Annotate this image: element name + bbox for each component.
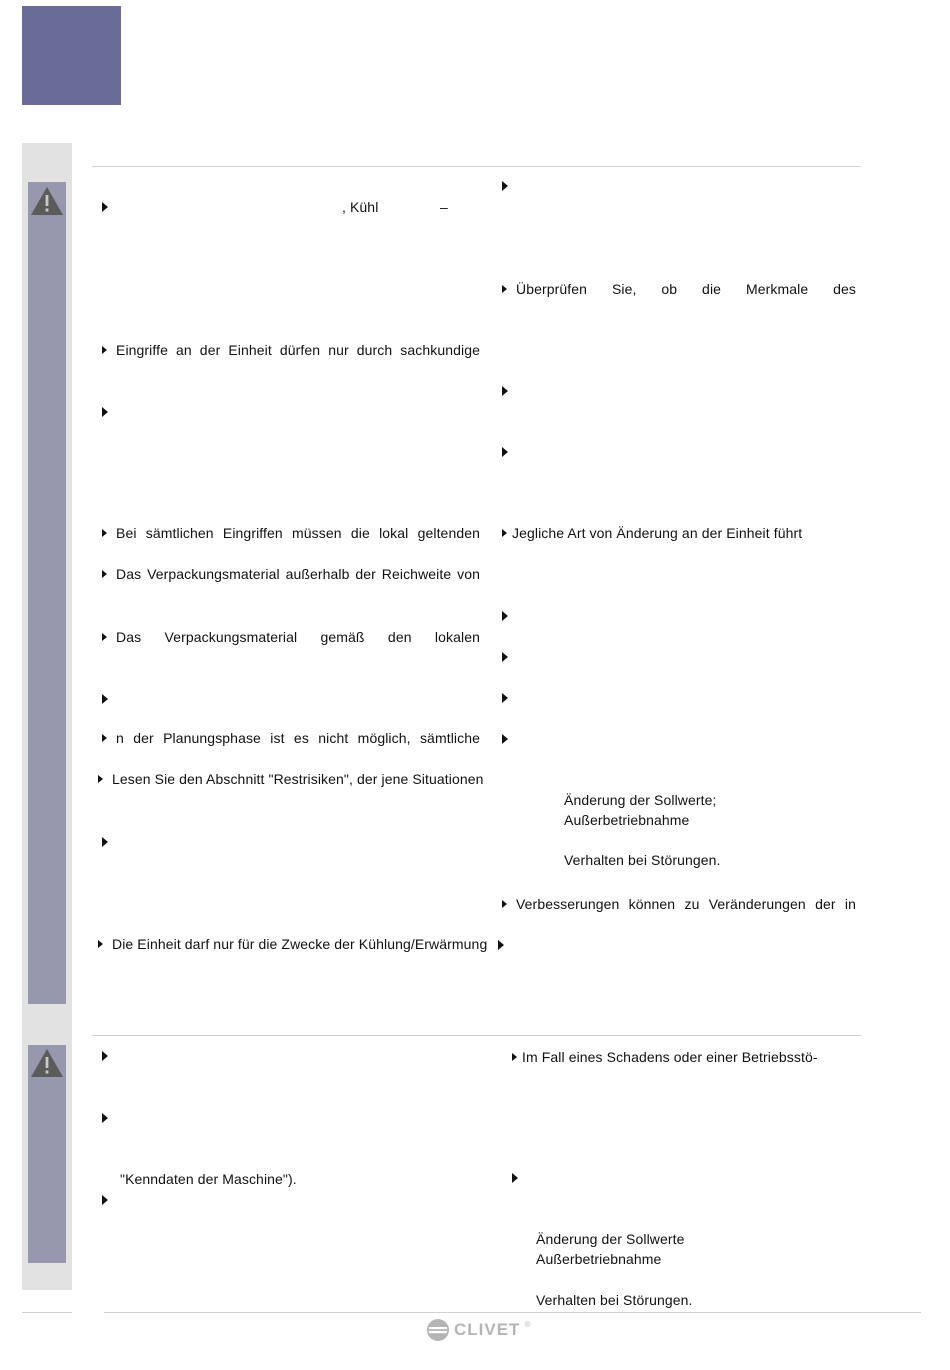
sub-item: Verhalten bei Störungen. — [564, 852, 721, 868]
list-item: Bei sämtlichen Eingriffen müssen die lokal geltenden — [102, 525, 480, 541]
list-item: Jegliche Art von Änderung an der Einheit führt — [502, 525, 802, 541]
sub-item: Außerbetriebnahme — [536, 1251, 662, 1267]
warning-icon — [30, 186, 64, 216]
bullet-icon — [502, 693, 508, 703]
bullet-icon — [502, 181, 508, 191]
list-item: Überprüfen Sie, ob die Merkmale des — [502, 281, 856, 297]
bullet-icon — [102, 1113, 108, 1123]
bullet-icon — [502, 386, 508, 396]
bullet-icon — [102, 529, 107, 537]
bullet-icon — [502, 529, 507, 537]
list-item: Das Verpackungsmaterial außerhalb der Reichweite von — [102, 566, 480, 582]
clivet-logo-icon — [426, 1318, 450, 1342]
registered-mark: ® — [524, 1320, 531, 1329]
logo-text: CLIVET — [454, 1320, 521, 1339]
bullet-icon — [102, 407, 108, 417]
bullet-icon — [102, 346, 107, 354]
list-item: Das Verpackungsmaterial gemäß den lokalen — [102, 629, 480, 645]
section-divider — [92, 166, 861, 167]
text-line: "Kenndaten der Maschine"). — [120, 1171, 297, 1187]
clivet-logo — [426, 1318, 530, 1342]
bullet-icon — [102, 1195, 108, 1205]
bullet-icon — [102, 1051, 108, 1061]
corner-color-block — [22, 6, 121, 105]
sub-item: Außerbetriebnahme — [564, 812, 690, 828]
bullet-icon — [502, 900, 507, 908]
bullet-icon — [102, 202, 108, 212]
list-item: Die Einheit darf nur für die Zwecke der Kühlung/Erwärmung — [98, 936, 480, 952]
bullet-icon — [98, 775, 103, 783]
footer-rule — [22, 1312, 72, 1313]
bullet-icon — [498, 940, 504, 950]
section-divider — [92, 1035, 861, 1036]
list-item: Lesen Sie den Abschnitt "Restrisiken", der jene Situationen — [98, 771, 480, 787]
bullet-icon — [502, 611, 508, 621]
bullet-icon — [512, 1053, 517, 1061]
bullet-icon — [102, 694, 108, 704]
bullet-icon — [502, 447, 508, 457]
section-bar-1 — [28, 182, 66, 1004]
list-item: , Kühl — [342, 199, 379, 215]
sub-item: Verhalten bei Störungen. — [536, 1292, 693, 1308]
bullet-icon — [98, 940, 103, 948]
bullet-icon — [102, 570, 107, 578]
list-item: Im Fall eines Schadens oder einer Betriebsstö- — [512, 1049, 818, 1065]
list-item: Verbesserungen können zu Veränderungen der in — [502, 896, 856, 912]
bullet-icon — [502, 734, 508, 744]
bullet-icon — [512, 1173, 518, 1183]
footer-rule — [104, 1312, 921, 1313]
bullet-icon — [502, 652, 508, 662]
list-item-dash: – — [440, 199, 448, 215]
bullet-icon — [102, 633, 107, 641]
sub-item: Änderung der Sollwerte — [536, 1231, 685, 1247]
list-item: n der Planungsphase ist es nicht möglich, sämtliche — [102, 730, 480, 746]
sub-item: Änderung der Sollwerte; — [564, 792, 717, 808]
bullet-icon — [502, 285, 507, 293]
warning-icon — [30, 1048, 64, 1078]
bullet-icon — [102, 837, 108, 847]
bullet-icon — [102, 734, 107, 742]
list-item: Eingriffe an der Einheit dürfen nur durch sachkundige — [102, 342, 480, 358]
